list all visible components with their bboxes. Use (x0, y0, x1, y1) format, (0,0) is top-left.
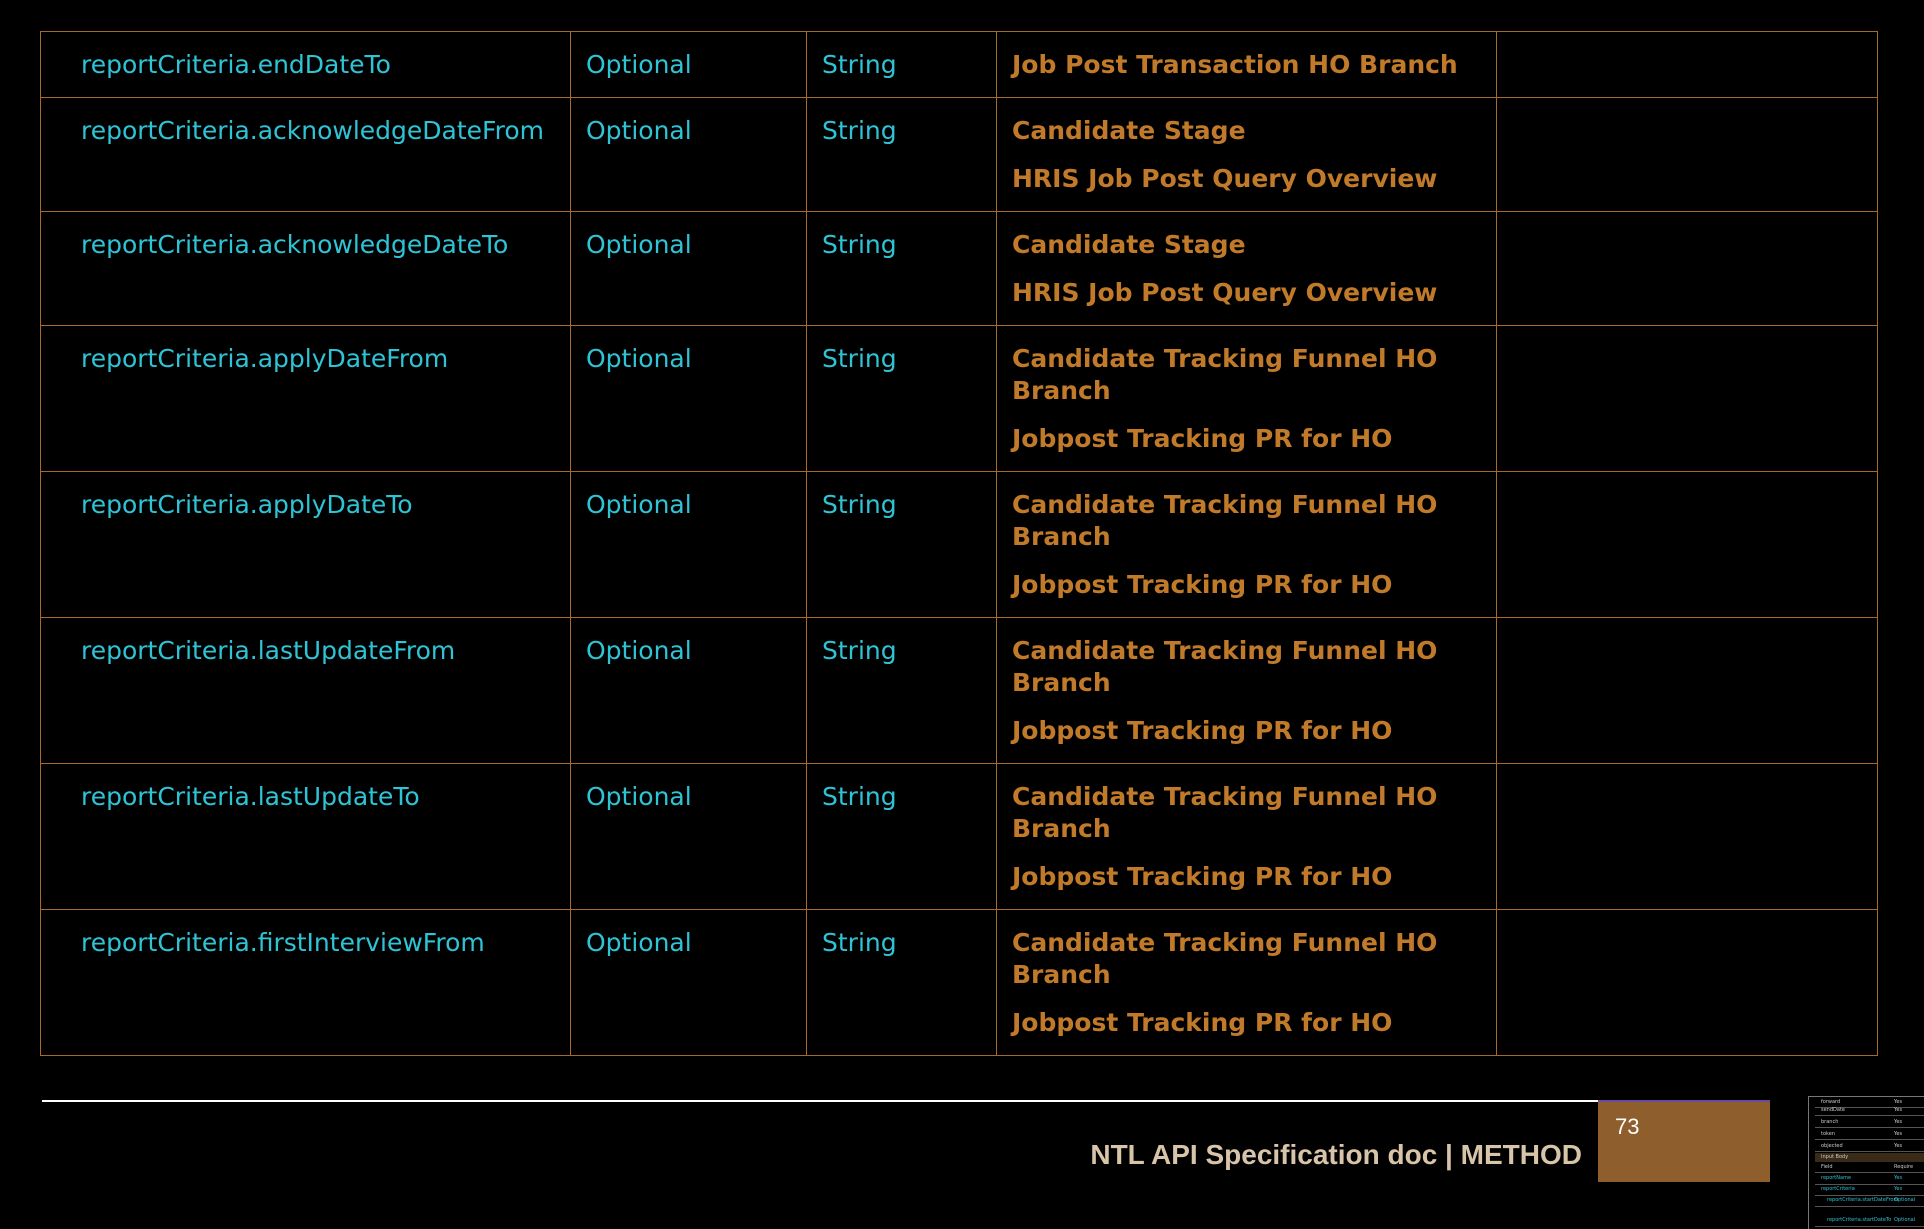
description-text: Jobpost Tracking PR for HO (1012, 570, 1393, 599)
description-text: Jobpost Tracking PR for HO (1012, 862, 1393, 891)
description-text: HRIS Job Post Query Overview (1012, 278, 1438, 307)
thumbnail-value: Yes (1894, 1099, 1903, 1105)
description-text: Candidate Stage (1012, 116, 1246, 145)
required-text: Optional (586, 344, 692, 373)
thumbnail-value: Yes (1894, 1175, 1903, 1181)
description-text: Candidate Tracking Funnel HO Branch (1012, 490, 1438, 551)
description-text: Jobpost Tracking PR for HO (1012, 424, 1393, 453)
description-cell (997, 98, 1497, 212)
thumbnail-rule (1815, 1172, 1924, 1173)
page-number: 73 (1615, 1114, 1640, 1139)
table-row (41, 618, 1878, 764)
field-cell (41, 472, 571, 618)
type-cell (807, 98, 997, 212)
type-text: String (822, 490, 897, 519)
description-cell (997, 212, 1497, 326)
description-text: Job Post Transaction HO Branch (1012, 50, 1458, 79)
description-text: Jobpost Tracking PR for HO (1012, 716, 1393, 745)
type-cell (807, 764, 997, 910)
footer-divider (42, 1100, 1600, 1102)
table-row (41, 764, 1878, 910)
required-cell (571, 910, 807, 1056)
slide-thumbnail[interactable] (1808, 1096, 1924, 1229)
field-text: reportCriteria.acknowledgeDateFrom (81, 116, 544, 145)
remark-cell (1497, 326, 1878, 472)
required-text: Optional (586, 50, 692, 79)
description-cell (997, 618, 1497, 764)
field-text: reportCriteria.lastUpdateFrom (81, 636, 456, 665)
type-text: String (822, 50, 897, 79)
thumbnail-value: Optional (1894, 1217, 1916, 1223)
remark-cell (1497, 618, 1878, 764)
description-text: HRIS Job Post Query Overview (1012, 164, 1438, 193)
description-text: Candidate Tracking Funnel HO Branch (1012, 782, 1438, 843)
thumbnail-field: reportCriteria.startDateTo (1827, 1217, 1892, 1223)
description-text: Candidate Tracking Funnel HO Branch (1012, 928, 1438, 989)
thumbnail-field: forward (1821, 1099, 1841, 1105)
required-cell (571, 618, 807, 764)
table-row (41, 32, 1878, 98)
thumbnail-field: token (1821, 1131, 1835, 1137)
remark-cell (1497, 212, 1878, 326)
thumbnail-rule (1815, 1195, 1924, 1196)
required-cell (571, 472, 807, 618)
field-text: reportCriteria.acknowledgeDateTo (81, 230, 509, 259)
remark-cell (1497, 764, 1878, 910)
thumbnail-rule (1815, 1206, 1924, 1207)
page-number-box (1598, 1100, 1770, 1182)
type-cell (807, 326, 997, 472)
required-cell (571, 326, 807, 472)
thumbnail-field: reportCriteria.startDateFrom (1827, 1197, 1899, 1203)
thumbnail-rule (1815, 1226, 1924, 1227)
type-cell (807, 212, 997, 326)
table-row (41, 98, 1878, 212)
type-cell (807, 618, 997, 764)
thumbnail-field: reportCriteria (1821, 1186, 1855, 1192)
thumbnail-rule (1815, 1184, 1924, 1185)
thumbnail-section-label: Input Body (1821, 1154, 1849, 1160)
thumbnail-value: Yes (1894, 1186, 1903, 1192)
remark-cell (1497, 98, 1878, 212)
field-cell (41, 910, 571, 1056)
required-text: Optional (586, 636, 692, 665)
required-cell (571, 98, 807, 212)
thumbnail-value: Optional (1894, 1197, 1916, 1203)
required-text: Optional (586, 116, 692, 145)
thumbnail-rule (1815, 1139, 1924, 1140)
thumbnail-field: reportName (1821, 1175, 1852, 1181)
thumbnail-field: sendDate (1821, 1107, 1845, 1113)
remark-cell (1497, 472, 1878, 618)
type-cell (807, 472, 997, 618)
spec-table-body (41, 32, 1878, 1056)
type-text: String (822, 116, 897, 145)
description-cell (997, 472, 1497, 618)
description-cell (997, 764, 1497, 910)
field-text: reportCriteria.firstInterviewFrom (81, 928, 485, 957)
thumbnail-rule (1815, 1127, 1924, 1128)
type-cell (807, 32, 997, 98)
required-cell (571, 212, 807, 326)
required-text: Optional (586, 928, 692, 957)
thumbnail-value: Yes (1894, 1131, 1903, 1137)
thumbnail-rule (1815, 1115, 1924, 1116)
table-row (41, 212, 1878, 326)
table-row (41, 472, 1878, 618)
required-text: Optional (586, 490, 692, 519)
footer-title: NTL API Specification doc | METHOD (1090, 1139, 1582, 1170)
description-cell (997, 326, 1497, 472)
thumbnail-value: Yes (1894, 1107, 1903, 1113)
description-text: Candidate Stage (1012, 230, 1246, 259)
type-text: String (822, 782, 897, 811)
thumbnail-rule (1815, 1151, 1924, 1152)
thumbnail-header-field: Field (1821, 1164, 1833, 1170)
table-row (41, 910, 1878, 1056)
field-cell (41, 32, 571, 98)
description-cell (997, 32, 1497, 98)
field-text: reportCriteria.lastUpdateTo (81, 782, 420, 811)
field-text: reportCriteria.applyDateFrom (81, 344, 449, 373)
type-cell (807, 910, 997, 1056)
thumbnail-field: objected (1821, 1143, 1843, 1149)
field-cell (41, 764, 571, 910)
remark-cell (1497, 32, 1878, 98)
thumbnail-value: Yes (1894, 1119, 1903, 1125)
required-cell (571, 764, 807, 910)
type-text: String (822, 636, 897, 665)
thumbnail-header-required: Require (1894, 1164, 1914, 1170)
description-cell (997, 910, 1497, 1056)
field-cell (41, 618, 571, 764)
field-text: reportCriteria.endDateTo (81, 50, 391, 79)
field-cell (41, 212, 571, 326)
description-text: Jobpost Tracking PR for HO (1012, 1008, 1393, 1037)
description-text: Candidate Tracking Funnel HO Branch (1012, 636, 1438, 697)
thumbnail-field: branch (1821, 1119, 1839, 1125)
field-text: reportCriteria.applyDateTo (81, 490, 413, 519)
remark-cell (1497, 910, 1878, 1056)
type-text: String (822, 928, 897, 957)
description-text: Candidate Tracking Funnel HO Branch (1012, 344, 1438, 405)
table-row (41, 326, 1878, 472)
required-cell (571, 32, 807, 98)
field-cell (41, 98, 571, 212)
required-text: Optional (586, 782, 692, 811)
field-spec-table (40, 31, 1878, 1056)
type-text: String (822, 230, 897, 259)
required-text: Optional (586, 230, 692, 259)
field-cell (41, 326, 571, 472)
thumbnail-value: Yes (1894, 1143, 1903, 1149)
type-text: String (822, 344, 897, 373)
